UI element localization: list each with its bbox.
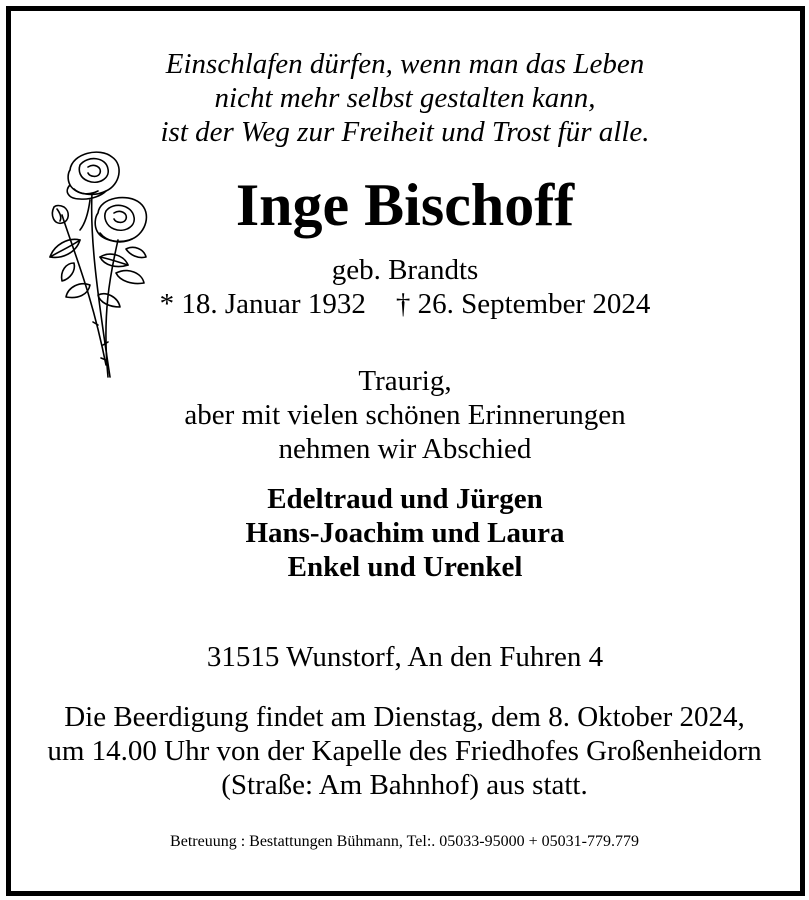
undertaker-info: Betreuung : Bestattungen Bühmann, Tel:. 05033-95000 + 05031-779.779 [170, 833, 639, 850]
quote-line-1: Einschlafen dürfen, wenn man das Leben [165, 48, 645, 80]
funeral-line-1: Die Beerdigung findet am Dienstag, dem 8. Oktober 2024, [64, 701, 745, 733]
birth-date: * 18. Januar 1932 [159, 288, 366, 320]
mourner-3: Enkel und Urenkel [287, 551, 523, 583]
message-line-1: Traurig, [358, 365, 452, 397]
mourner-2: Hans-Joachim und Laura [245, 517, 565, 549]
life-dates [55, 290, 755, 319]
message-line-3: nehmen wir Abschied [278, 433, 532, 465]
quote-line-3: ist der Weg zur Freiheit und Trost für alle. [160, 116, 650, 148]
funeral-line-2: um 14.00 Uhr von der Kapelle des Friedhofes Großenheidorn [47, 735, 762, 767]
birth-name: geb. Brandts [331, 254, 479, 286]
quote-line-2: nicht mehr selbst gestalten kann, [214, 82, 596, 114]
message-line-2: aber mit vielen schönen Erinnerungen [184, 399, 626, 431]
address: 31515 Wunstorf, An den Fuhren 4 [206, 641, 604, 673]
funeral-line-3: (Straße: Am Bahnhof) aus statt. [221, 769, 588, 801]
mourner-1: Edeltraud und Jürgen [267, 483, 543, 515]
death-date: † 26. September 2024 [395, 288, 651, 320]
deceased-name: Inge Bischoff [235, 172, 575, 238]
